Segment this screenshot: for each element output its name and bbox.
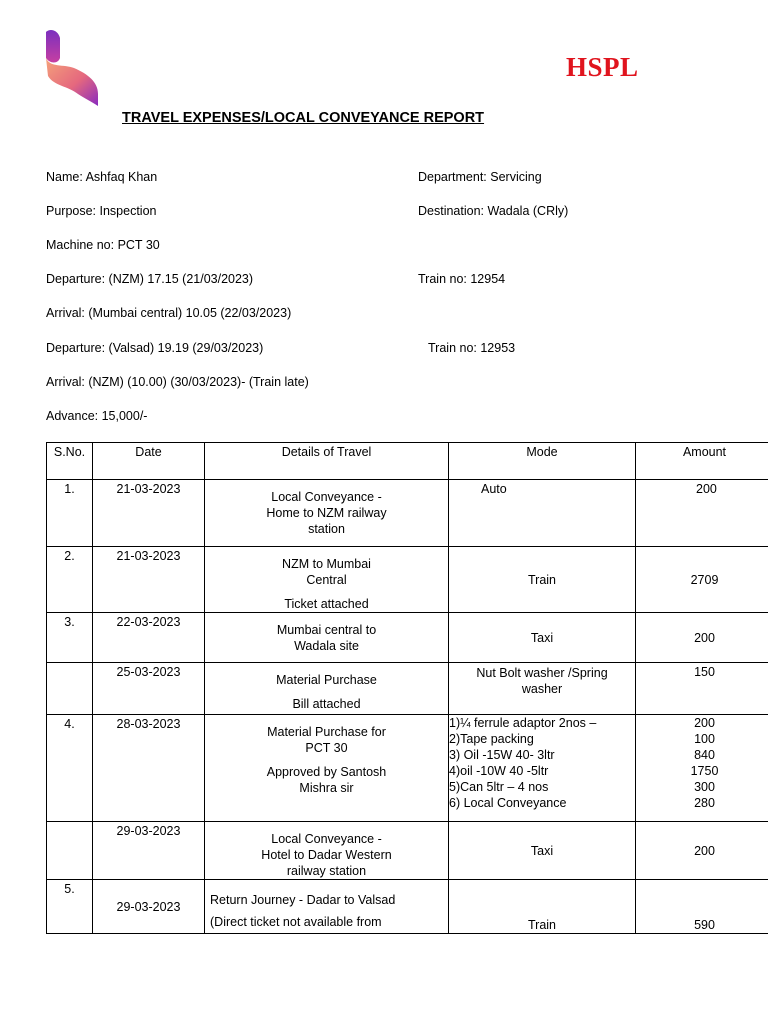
details-note: Ticket attached [284, 597, 369, 611]
amount-line: 280 [694, 796, 715, 810]
details-note: Approved by Santosh Mishra sir [266, 765, 387, 795]
arrival-outbound: Arrival: (Mumbai central) 10.05 (22/03/2023) [46, 306, 292, 320]
row-date: 21-03-2023 [93, 480, 205, 547]
row-date: 25-03-2023 [93, 663, 205, 715]
row-date: 28-03-2023 [93, 715, 205, 822]
table-row [47, 480, 768, 547]
row-mode: Auto [449, 480, 636, 547]
row-details [205, 547, 449, 613]
details-line: Home to NZM railway [266, 506, 387, 520]
row-details [205, 880, 449, 934]
row-details [205, 613, 449, 663]
row-mode: Train [449, 547, 636, 613]
row-date: 29-03-2023 [93, 822, 205, 880]
row-mode: Taxi [449, 613, 636, 663]
mode-line: 1)¼ ferrule adaptor 2nos – [449, 716, 597, 730]
mode-line: 5)Can 5ltr – 4 nos [449, 780, 549, 794]
table-row [47, 880, 768, 934]
row-amount: 200 [636, 613, 768, 663]
advance: Advance: 15,000/- [46, 409, 148, 423]
amount-line: 200 [694, 716, 715, 730]
row-amount: 150 [636, 663, 768, 715]
departure-outbound: Departure: (NZM) 17.15 (21/03/2023) [46, 272, 254, 286]
row-details [205, 663, 449, 715]
row-date: 21-03-2023 [93, 547, 205, 613]
header-details: Details of Travel [205, 443, 449, 480]
row-details [205, 822, 449, 880]
details-line: Local Conveyance - [271, 832, 382, 846]
mode-line: 6) Local Conveyance [449, 796, 567, 810]
row-sno: 5. [47, 880, 93, 934]
row-date: 22-03-2023 [93, 613, 205, 663]
company-logo [44, 28, 102, 108]
purpose: Purpose: Inspection [46, 204, 157, 218]
details-line: Return Journey - Dadar to Valsad [210, 893, 396, 907]
details-line: Mumbai central to [276, 623, 377, 637]
details-line: Material Purchase [276, 673, 377, 687]
details-line: NZM to Mumbai [282, 557, 371, 571]
table-row [47, 547, 768, 613]
details-line: station [308, 522, 345, 536]
details-line: Central [306, 573, 347, 587]
department: Department: Servicing [418, 170, 542, 184]
row-details [205, 715, 449, 822]
employee-name: Name: Ashfaq Khan [46, 170, 158, 184]
mode-line: 4)oil -10W 40 -5ltr [449, 764, 549, 778]
row-sno: 1. [47, 480, 93, 547]
report-title: TRAVEL EXPENSES/LOCAL CONVEYANCE REPORT [122, 110, 485, 126]
row-mode [449, 663, 636, 715]
details-line: Wadala site [294, 639, 359, 653]
arrival-return: Arrival: (NZM) (10.00) (30/03/2023)- (Train late) [46, 375, 309, 389]
amount-line: 300 [694, 780, 715, 794]
amount-line: 1750 [690, 764, 719, 778]
details-line: PCT 30 [305, 741, 348, 755]
mode-line: washer [521, 682, 563, 696]
header-amount: Amount [636, 443, 768, 480]
row-mode: Train [449, 880, 636, 934]
row-amount [636, 715, 768, 822]
header-sno: S.No. [47, 443, 93, 480]
amount-line: 840 [694, 748, 715, 762]
details-line: Local Conveyance - [271, 490, 382, 504]
details-note: Bill attached [292, 697, 361, 711]
details-line: railway station [286, 864, 367, 878]
header-mode: Mode [449, 443, 636, 480]
row-sno [47, 663, 93, 715]
table-header-row [47, 443, 768, 480]
row-sno: 2. [47, 547, 93, 613]
mode-line: 3) Oil -15W 40- 3ltr [449, 748, 555, 762]
details-line: Hotel to Dadar Western [261, 848, 392, 862]
company-brand: HSPL [566, 52, 639, 82]
departure-return: Departure: (Valsad) 19.19 (29/03/2023) [46, 341, 264, 355]
row-sno [47, 822, 93, 880]
row-date: 29-03-2023 [93, 880, 205, 934]
row-amount: 2709 [636, 547, 768, 613]
machine-no: Machine no: PCT 30 [46, 238, 160, 252]
train-no-outbound: Train no: 12954 [418, 272, 506, 286]
row-amount: 590 [636, 880, 768, 934]
header-date: Date [93, 443, 205, 480]
expense-table [46, 442, 768, 934]
row-sno: 3. [47, 613, 93, 663]
row-mode: Taxi [449, 822, 636, 880]
row-mode [449, 715, 636, 822]
train-no-return: Train no: 12953 [428, 341, 516, 355]
details-line: Material Purchase for [267, 725, 386, 739]
row-amount: 200 [636, 480, 768, 547]
table-row [47, 715, 768, 822]
destination: Destination: Wadala (CRly) [418, 204, 569, 218]
table-row [47, 822, 768, 880]
table-row [47, 663, 768, 715]
row-details [205, 480, 449, 547]
row-sno: 4. [47, 715, 93, 822]
row-amount: 200 [636, 822, 768, 880]
mode-line: Nut Bolt washer /Spring [476, 666, 608, 680]
table-row [47, 613, 768, 663]
mode-line: 2)Tape packing [449, 732, 534, 746]
details-line: (Direct ticket not available from [210, 915, 382, 929]
amount-line: 100 [694, 732, 715, 746]
